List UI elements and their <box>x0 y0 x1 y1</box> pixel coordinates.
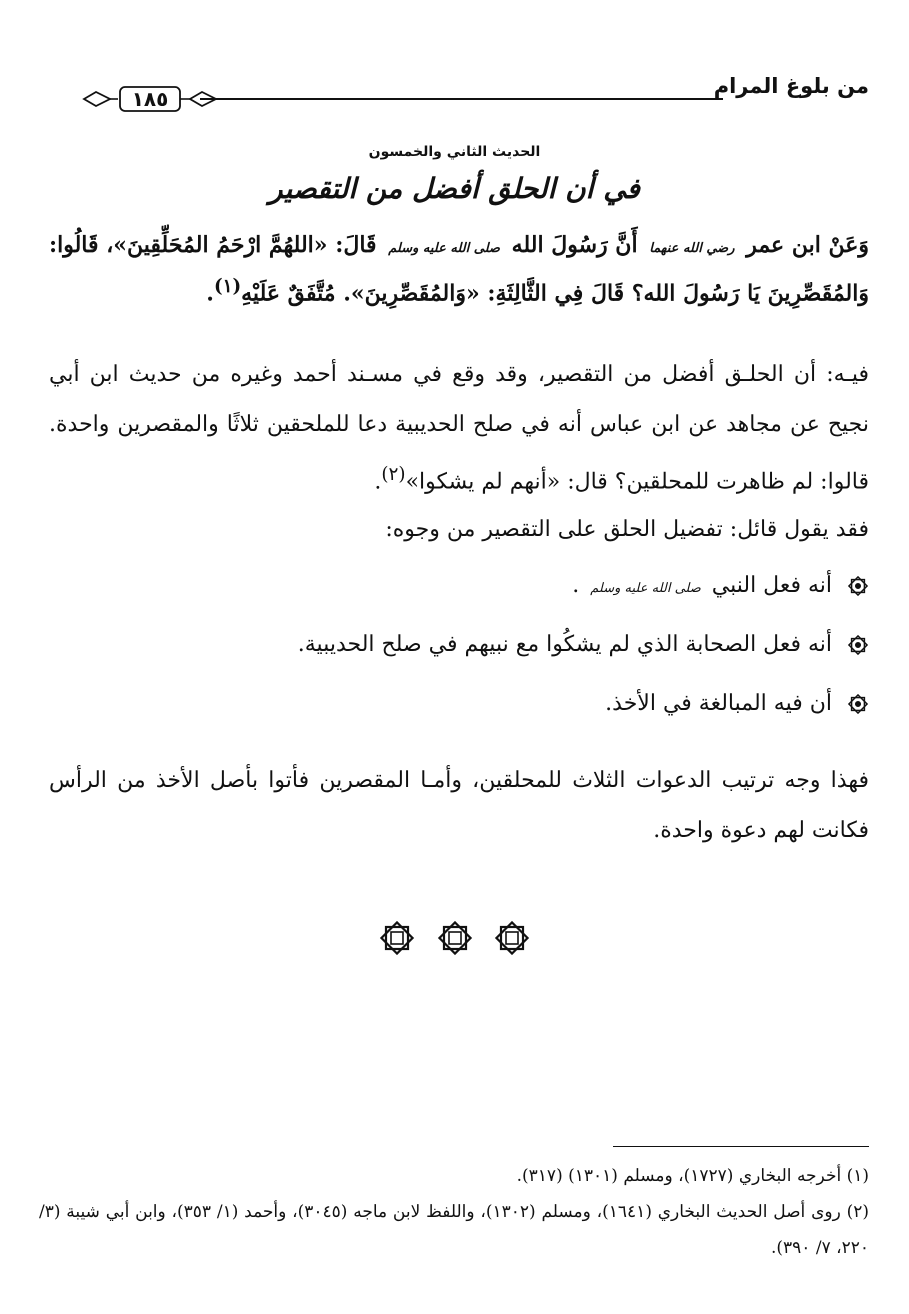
star-ornament-icon <box>492 918 532 958</box>
footnote-1: (١) أخرجه البخاري (١٧٢٧)، ومسلم (١٣٠١) (٣١٧). <box>516 1166 869 1186</box>
page-number-frame <box>82 84 218 114</box>
eight-point-star-icon <box>847 634 869 656</box>
list-item <box>69 625 869 684</box>
header-rule <box>200 98 723 100</box>
eight-point-star-icon <box>847 575 869 597</box>
star-ornament-icon <box>435 918 475 958</box>
hadith-part: أَنَّ رَسُولَ الله <box>511 232 638 258</box>
section-divider <box>0 918 909 962</box>
hadith-number-heading: الحديث الثاني والخمسون <box>368 144 541 160</box>
star-ornament-icon <box>377 918 417 958</box>
hadith-part: قَالَ: «اللهُمَّ ارْحَمُ المُحَلِّقِينَ»، قَالُوا: وَالمُقَصِّرِينَ يَا رَسُولَ الله؟ قَالَ فِي الثَّالِثَةِ: «وَالمُقَصِّرِينَ». مُتَّفَقٌ عَلَيْهِ <box>49 232 869 307</box>
footnote-ref-1: (١) <box>213 276 242 297</box>
list-item-text: أنه فعل النبي <box>711 573 832 598</box>
reasons-list <box>69 566 869 743</box>
commentary-end: . <box>374 469 382 495</box>
footnote-2: (٢) روى أصل الحديث البخاري (١٦٤١)، ومسلم (١٣٠٢)، واللفظ لابن ماجه (٣٠٤٥)، وأحمد (١/ ٣٥٣)، وابن أبي شيبة (٣/ ٢٢٠، ٧/ ٣٩٠). <box>39 1202 870 1258</box>
list-item-text: أنه فعل الصحابة الذي لم يشكُوا مع نبيهم في صلح الحديبية. <box>297 632 832 657</box>
lead-in-text: فقد يقول قائل: تفضيل الحلق على التقصير من وجوه: <box>385 517 869 542</box>
closing-paragraph: فهذا وجه ترتيب الدعوات الثلاث للمحلقين، وأمـا المقصرين فأتوا بأصل الأخذ من الرأس فكانت لهم دعوة واحدة. <box>49 768 869 843</box>
list-item <box>69 566 869 625</box>
running-title: من بلوغ المرام <box>713 74 869 98</box>
hadith-part: وَعَنْ ابن عمر <box>746 232 870 258</box>
radiya-allah-glyph: رضي الله عنهما <box>649 241 735 256</box>
footnote-rule <box>613 1146 869 1147</box>
eight-point-star-icon <box>847 693 869 715</box>
list-item <box>69 684 869 743</box>
hadith-text <box>49 226 869 312</box>
list-item-text: أن فيه المبالغة في الأخذ. <box>605 691 832 716</box>
footnote-ref-2: (٢) <box>381 464 406 485</box>
commentary-paragraph <box>49 350 869 507</box>
salla-allah-glyph: صلى الله عليه وسلم <box>388 241 500 256</box>
hadith-end: . <box>206 280 214 307</box>
salla-allah-glyph: صلى الله عليه وسلم <box>590 581 701 596</box>
page-number: ١٨٥ <box>131 87 169 111</box>
list-item-end: . <box>572 573 580 598</box>
chapter-title: في أن الحلق أفضل من التقصير <box>269 172 640 205</box>
commentary-text: فيـه: أن الحلـق أفضل من التقصير، وقد وقع في مسـند أحمد وغيره من حديث ابن أبي نجيح عن مجاهد عن ابن عباس أنه في صلح الحديبية دعا للملحقين ثلاثًا والمقصرين واحدة. قالوا: لم ظاهرت للمحلقين؟ قال: «أنهم لم يشكوا» <box>49 362 869 495</box>
footnotes <box>39 1158 869 1266</box>
